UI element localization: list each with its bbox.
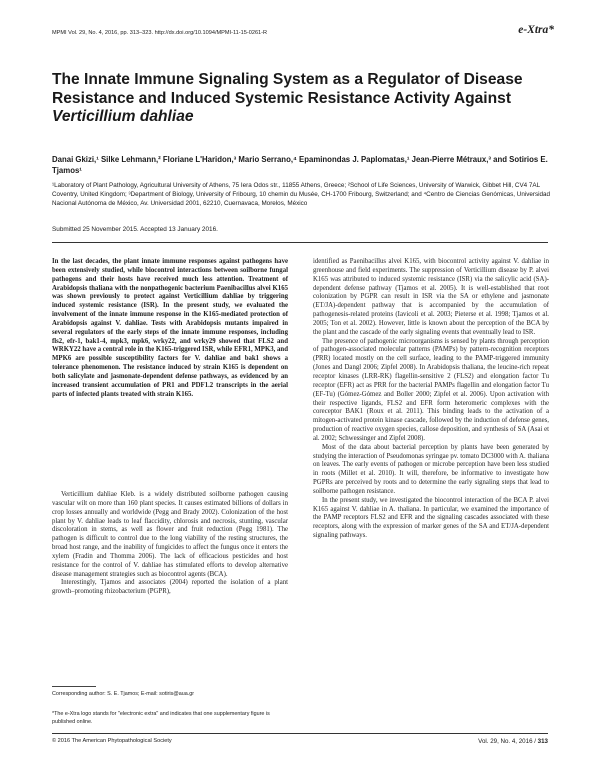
article-title [52, 71, 552, 127]
title-main: The Innate Immune Signaling System as a Regulator of Disease Resistance and Induced Systemic Resistance Activity Against [52, 71, 523, 107]
author-list: Danai Gkizi,¹ Silke Lehmann,² Floriane L'Haridon,³ Mario Serrano,⁴ Epaminondas J. Paplomatas,¹ Jean-Pierre Métraux,³ and Sotirios E. Tjamos¹ [52, 155, 548, 175]
title-italic: Verticillium dahliae [52, 108, 194, 125]
page-number: 313 [537, 738, 548, 745]
volume-label: Vol. 29, No. 4, 2016 / [478, 738, 538, 745]
body-paragraph: The presence of pathogenic microorganisms is sensed by plants through perception of pathogen-associated molecular patterns (PAMPs) by pattern-recognition receptors (PRR) located mostly on the cell surface, leading to the PAMP-triggered immunity (Jones and Dangl 2006; Zipfel 2008). In Arabidopsis thaliana, the leucine-rich repeat receptor kinases (LRR-RK) flagellin-sensitive 2 (FLS2) and elongation factor Tu receptor (EFR) act as PRR for the bacterial PAMPs flagellin and elongation factor Tu (EF-Tu) (Gómez-Gómez and Boller 2000; Zipfel et al. 2006). Upon activation with their respective ligands, FLS2 and EFR form heteromeric complexes with the coreceptor BAK1 (Roux et al. 2011). This binding leads to the activation of a mitogen-activated protein kinase cascade, followed by the induction of defense genes, production of reactive oxygen species, callose deposition, and synthesis of SA (Asai et al. 2002; Schwessinger and Zipfel 2008). [313, 337, 549, 442]
submission-dates: Submitted 25 November 2015. Accepted 13 January 2016. [52, 226, 218, 233]
page-footer [478, 738, 548, 745]
body-paragraph: identified as Paenibacillus alvei K165, with biocontrol activity against V. dahliae in greenhouse and field experiments. The suppression of Verticillium disease by P. alvei K165 was attributed to induced systemic resistance (ISR) via the salicylic acid (SA)-dependent defense pathway (Tjamos et al. 2005). It is well-established that root colonization by PGPR can result in ISR via the SA or ethylene and jasmonate (ET/JA)-dependent pathway that is accompanied by the accumulation of pathogenesis-related proteins (Iavicoli et al. 2003; Pieterse et al. 1998; Tjamos et al. 2005; Ton et al. 2002). However, little is known about the perception of the BCA by the plant and the cascade of the early signaling events that eventually lead to ISR. [313, 258, 549, 336]
body-paragraph: Most of the data about bacterial perception by plants have been generated by studying the interaction of Pseudomonas syringae pv. tomato DC3000 with A. thaliana on leaves. The early events of pathogen or microbe perception have been less studied in roots (Millet et al. 2010). It will, therefore, be informative to investigate how PGPRs are perceived by roots and to determine the early signaling steps that lead to soilborne pathogen resistance. [313, 443, 549, 495]
body-paragraph: Interestingly, Tjamos and associates (2004) reported the isolation of a plant growth–promoting rhizobacterium (PGPR), [52, 579, 288, 596]
abstract [52, 258, 288, 400]
body-paragraph: In the present study, we investigated the biocontrol interaction of the BCA P. alvei K165 against V. dahliae in A. thaliana. In particular, we examined the importance of the PAMP receptors FLS2 and EFR and the signaling cascades associated with these receptors, along with the expression of marker genes of the SA and ET/JA-dependent signaling pathways. [313, 496, 549, 540]
journal-citation: MPMI Vol. 29, No. 4, 2016, pp. 313–323. http://dx.doi.org/10.1094/MPMI-11-15-0261-R [52, 30, 268, 36]
affiliations: ¹Laboratory of Plant Pathology, Agricultural University of Athens, 75 Iera Odos str., 11855 Athens, Greece; ²School of Life Sciences, University of Warwick, Gibbet Hill, CV4 7AL Coventry, United Kingdom; ³Department of Biology, University of Fribourg, 10 chemin du Musée, CH-1700 Fribourg, Switzerland; and ⁴Centro de Ciencias Genómicas, Universidad Nacional Autónoma de México, Av. Universidad 2001, 62210, Cuernavaca, Morelos, México [52, 182, 551, 208]
footer-divider [52, 733, 548, 734]
e-xtra-footnote: *The e-Xtra logo stands for "electronic extra" and indicates that one supplementary figure is published online. [52, 711, 270, 725]
abstract-text: In the last decades, the plant innate immune responses against pathogens have been extensively studied, while biocontrol interactions between soilborne fungal pathogens and their hosts have received much less attention. Treatment of Arabidopsis thaliana with the nonpathogenic bacterium Paenibacillus alvei K165 was shown previously to protect against Verticillium dahliae by triggering induced systemic resistance (ISR). In the present study, we evaluated the involvement of the innate immune response in the K165-mediated protection of Arabidopsis against V. dahliae. Tests with Arabidopsis mutants impaired in several regulators of the early steps of the innate immune responses, including fls2, efr-1, bak1-4, mpk3, mpk6, wrky22, and wrky29 showed that FLS2 and WRKY22 have a central role in the K165-triggered ISR, while EFR1, MPK3, and MPK6 are possible susceptibility factors for V. dahliae and bak1 shows a tolerance phenomenon. The resistance induced by strain K165 is dependent on both salicylate and jasmonate-dependent defense pathways, as evidenced by an increased transient accumulation of PR1 and PDF1.2 transcripts in the aerial parts of infected plants treated with strain K165. [52, 258, 288, 398]
footnote-divider [52, 686, 96, 687]
e-xtra-logo: e-Xtra* [518, 24, 554, 36]
corresponding-author: Corresponding author: S. E. Tjamos; E-mail: sotiris@aua.gr [52, 691, 194, 697]
body-paragraph: Verticillium dahliae Kleb. is a widely distributed soilborne pathogen causing vascular wilt on more than 160 plant species. It causes estimated billions of dollars in crop losses annually and worldwide (Pegg and Brady 2002). Colonization of the host plant by V. dahliae leads to leaf flaccidity, chlorosis and necrosis, stunting, vascular discoloration in stems, as well as flower and fruit reduction (Pegg 1981). The pathogen is difficult to control due to the long viability of the resting structures, the broad host range, and the inability of fungicides to affect the fungus once it enters the xylem (Fradin and Thomma 2006). The lack of efficacious pesticides and host resistance for the control of V. dahliae has stimulated efforts to develop alternative disease management strategies such as biocontrol agents (BCA). [52, 491, 288, 578]
left-column-body [52, 491, 288, 597]
copyright-notice: © 2016 The American Phytopathological Society [52, 738, 172, 744]
header-divider [52, 242, 548, 243]
right-column-body [313, 258, 549, 541]
